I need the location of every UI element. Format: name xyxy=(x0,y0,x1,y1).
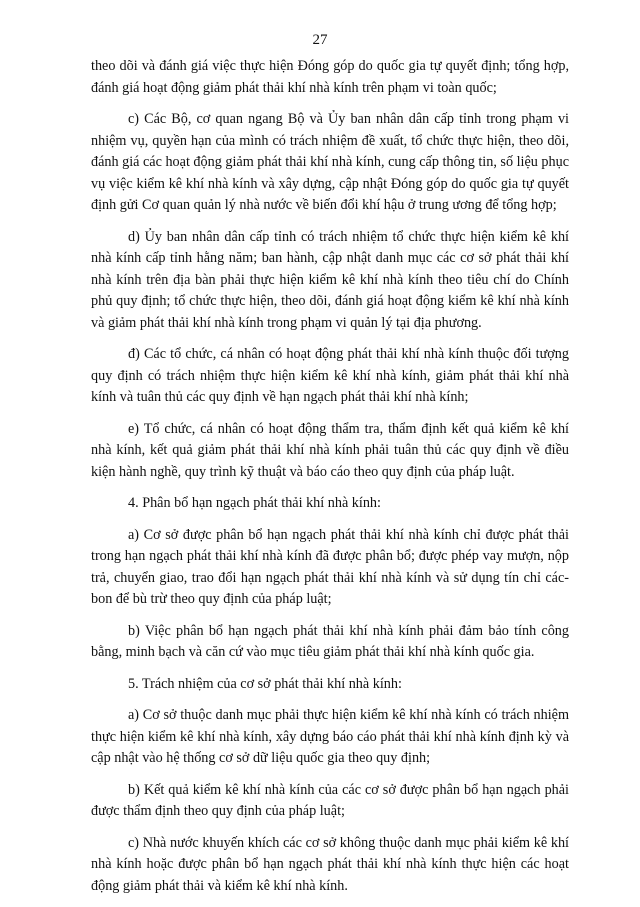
paragraph-item-e: e) Tổ chức, cá nhân có hoạt động thẩm tra, thẩm định kết quả kiểm kê khí nhà kính, kết quả giảm phát thải khí nhà kính phải tuân thủ các quy định về điều kiện hành nghề, quy trình kỹ thuật và báo cáo theo quy định của pháp luật. xyxy=(91,420,569,480)
document-body xyxy=(91,56,569,907)
section-heading-5: 5. Trách nhiệm của cơ sở phát thải khí nhà kính: xyxy=(128,675,402,692)
page-number: 27 xyxy=(312,32,328,48)
paragraph-item-d: d) Ủy ban nhân dân cấp tỉnh có trách nhiệm tổ chức thực hiện kiểm kê khí nhà kính cấp tỉnh hằng năm; ban hành, cập nhật danh mục các cơ sở phát thải khí nhà kính trên địa bàn phải thực hiện kiểm kê khí nhà kính theo tiêu chí do Chính phủ quy định; tổ chức thực hiện, theo dõi, đánh giá hoạt động kiểm kê khí nhà kính và giảm phát thải khí nhà kính trong phạm vi quản lý tại địa phương. xyxy=(91,228,569,331)
paragraph-item-4b: b) Việc phân bổ hạn ngạch phát thải khí nhà kính phải đảm bảo tính công bằng, minh bạch và căn cứ vào mục tiêu giảm phát thải khí nhà kính quốc gia. xyxy=(91,622,569,660)
paragraph-item-5a: a) Cơ sở thuộc danh mục phải thực hiện kiểm kê khí nhà kính có trách nhiệm thực hiện kiểm kê khí nhà kính, xây dựng báo cáo phát thải khí nhà kính định kỳ và cập nhật vào hệ thống cơ sở dữ liệu quốc gia theo quy định; xyxy=(91,707,569,766)
paragraph-continuation: theo dõi và đánh giá việc thực hiện Đóng góp do quốc gia tự quyết định; tổng hợp, đánh giá hoạt động giảm phát thải khí nhà kính trên phạm vi toàn quốc; xyxy=(91,58,569,96)
paragraph-item-4a: a) Cơ sở được phân bổ hạn ngạch phát thải khí nhà kính chỉ được phát thải trong hạn ngạch phát thải khí nhà kính đã được phân bổ; được phép vay mượn, nộp trả, chuyển giao, trao đổi hạn ngạch phát thải khí nhà kính và sử dụng tín chỉ các-bon để bù trừ theo quy định của pháp luật; xyxy=(91,526,569,607)
paragraph-item-5b: b) Kết quả kiểm kê khí nhà kính của các cơ sở được phân bổ hạn ngạch phải được thẩm định theo quy định của pháp luật; xyxy=(91,781,569,819)
paragraph-item-c: c) Các Bộ, cơ quan ngang Bộ và Ủy ban nhân dân cấp tỉnh trong phạm vi nhiệm vụ, quyền hạn của mình có trách nhiệm đề xuất, tổ chức thực hiện, theo dõi, đánh giá các hoạt động giảm phát thải khí nhà kính, cung cấp thông tin, số liệu phục vụ việc kiểm kê khí nhà kính và xây dựng, cập nhật Đóng góp do quốc gia tự quyết định gửi Cơ quan quản lý nhà nước về biến đổi khí hậu ở trung ương để tổng hợp; xyxy=(91,111,569,213)
section-heading-4: 4. Phân bổ hạn ngạch phát thải khí nhà kính: xyxy=(128,495,381,511)
paragraph-item-5c: c) Nhà nước khuyến khích các cơ sở không thuộc danh mục phải kiểm kê khí nhà kính hoặc được phân bổ hạn ngạch phát thải khí nhà kính thực hiện các hoạt động giảm phát thải và kiểm kê khí nhà kính. xyxy=(91,834,569,894)
paragraph-item-dd: đ) Các tổ chức, cá nhân có hoạt động phát thải khí nhà kính thuộc đối tượng quy định có trách nhiệm thực hiện kiểm kê khí nhà kính, giảm phát thải khí nhà kính và tuân thủ các quy định về hạn ngạch phát thải khí nhà kính; xyxy=(91,346,569,405)
